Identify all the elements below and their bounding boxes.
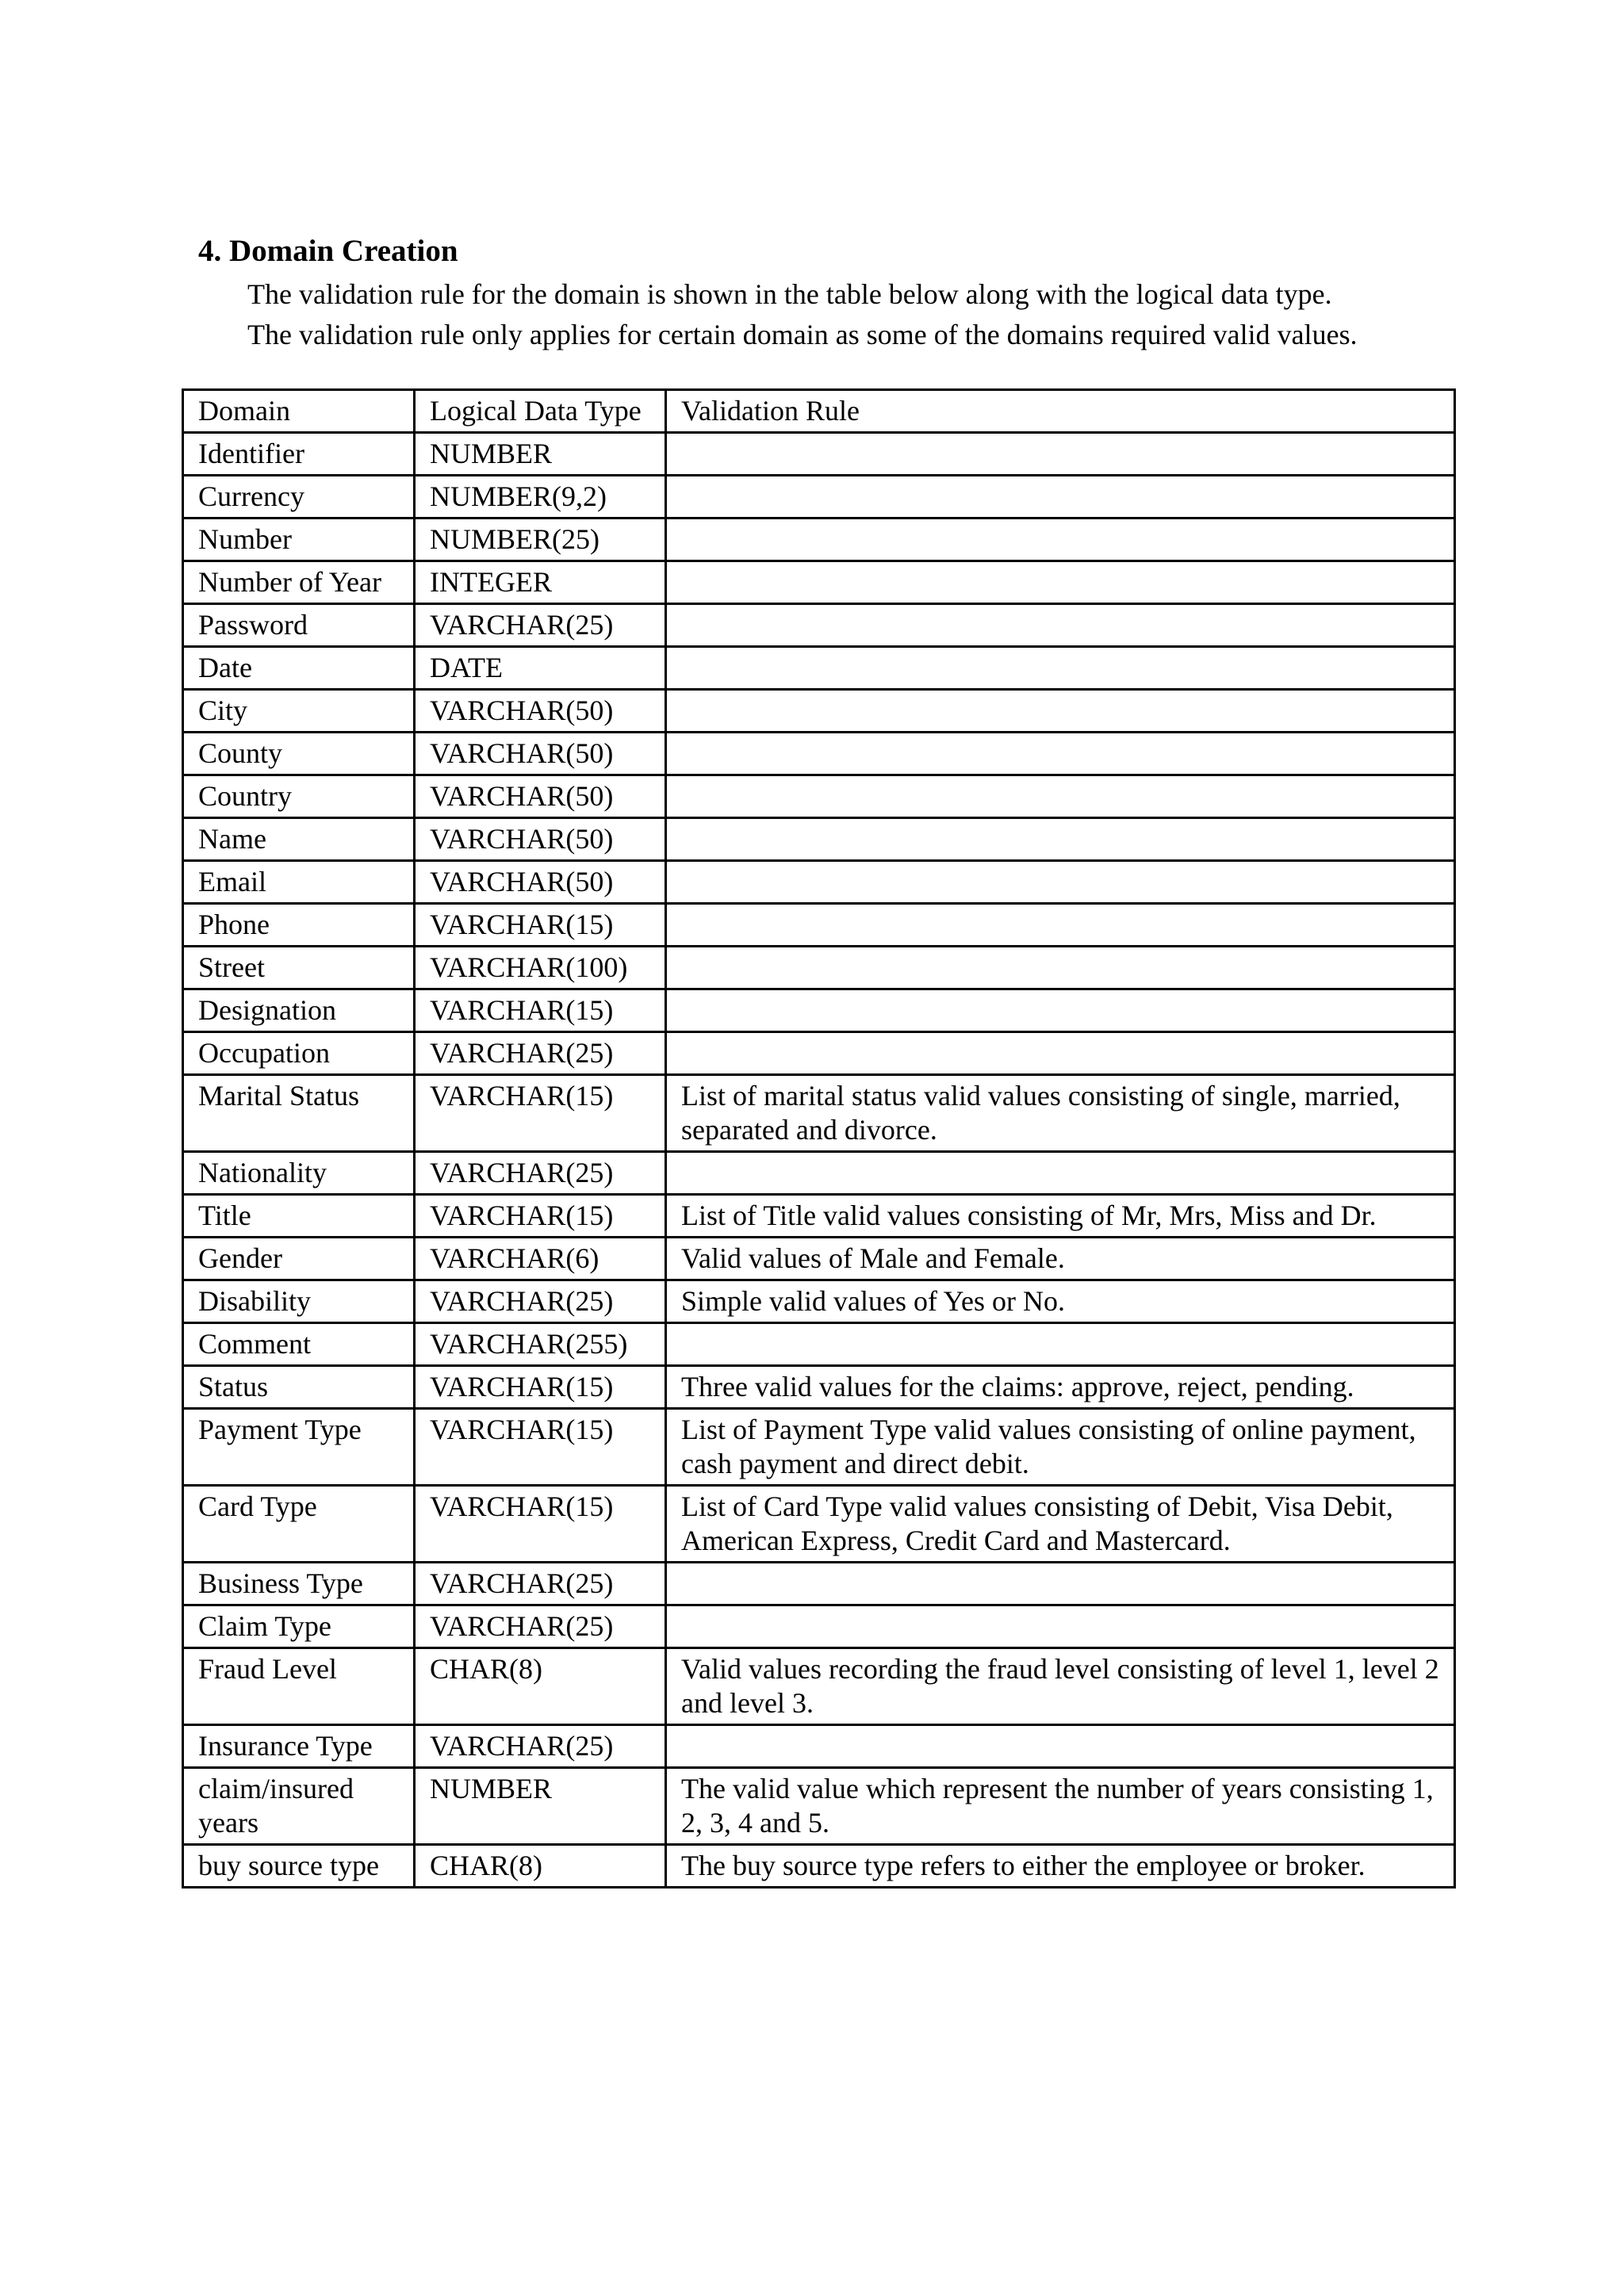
table-row: [183, 647, 1455, 690]
cell-logical-data-type: VARCHAR(25): [415, 1725, 666, 1768]
table-row: [183, 1323, 1455, 1366]
table-row: [183, 433, 1455, 476]
table-row: [183, 1238, 1455, 1280]
cell-logical-data-type: NUMBER: [415, 1768, 666, 1845]
cell-logical-data-type: NUMBER(25): [415, 519, 666, 561]
cell-validation-rule: [666, 433, 1455, 476]
cell-domain: Insurance Type: [183, 1725, 415, 1768]
table-row: [183, 861, 1455, 904]
header-domain: Domain: [183, 390, 415, 433]
cell-logical-data-type: NUMBER(9,2): [415, 476, 666, 519]
cell-validation-rule: [666, 861, 1455, 904]
table-row: [183, 561, 1455, 604]
intro-line-2: The validation rule only applies for certain domain as some of the domains required valid values.: [247, 319, 1358, 350]
table-row: [183, 1195, 1455, 1238]
cell-domain: Claim Type: [183, 1605, 415, 1648]
cell-domain: Payment Type: [183, 1409, 415, 1486]
table-row: [183, 690, 1455, 733]
cell-domain: Comment: [183, 1323, 415, 1366]
cell-domain: Fraud Level: [183, 1648, 415, 1725]
cell-validation-rule: [666, 818, 1455, 861]
cell-domain: Number of Year: [183, 561, 415, 604]
cell-logical-data-type: VARCHAR(15): [415, 1409, 666, 1486]
table-row: [183, 1563, 1455, 1605]
cell-validation-rule: [666, 1725, 1455, 1768]
table-row: [183, 947, 1455, 989]
cell-logical-data-type: NUMBER: [415, 433, 666, 476]
cell-validation-rule: [666, 1563, 1455, 1605]
cell-logical-data-type: VARCHAR(100): [415, 947, 666, 989]
cell-validation-rule: [666, 690, 1455, 733]
header-validation-rule: Validation Rule: [666, 390, 1455, 433]
cell-validation-rule: [666, 1152, 1455, 1195]
cell-validation-rule: [666, 904, 1455, 947]
cell-validation-rule: [666, 476, 1455, 519]
table-row: [183, 989, 1455, 1032]
cell-logical-data-type: VARCHAR(15): [415, 1486, 666, 1563]
cell-domain: buy source type: [183, 1845, 415, 1888]
cell-logical-data-type: DATE: [415, 647, 666, 690]
table-row: [183, 519, 1455, 561]
cell-validation-rule: [666, 947, 1455, 989]
cell-validation-rule: List of Title valid values consisting of Mr, Mrs, Miss and Dr.: [666, 1195, 1455, 1238]
cell-logical-data-type: VARCHAR(15): [415, 1366, 666, 1409]
table-row: [183, 1768, 1455, 1845]
table-row: [183, 1725, 1455, 1768]
section-heading: 4. Domain Creation: [198, 234, 458, 268]
cell-validation-rule: [666, 775, 1455, 818]
table-row: [183, 733, 1455, 775]
cell-logical-data-type: VARCHAR(25): [415, 1280, 666, 1323]
cell-domain: Name: [183, 818, 415, 861]
cell-validation-rule: The buy source type refers to either the employee or broker.: [666, 1845, 1455, 1888]
table-row: [183, 604, 1455, 647]
cell-validation-rule: [666, 561, 1455, 604]
cell-validation-rule: [666, 604, 1455, 647]
cell-logical-data-type: VARCHAR(15): [415, 904, 666, 947]
cell-domain: claim/insured years: [183, 1768, 415, 1845]
cell-domain: Gender: [183, 1238, 415, 1280]
cell-logical-data-type: VARCHAR(50): [415, 775, 666, 818]
cell-validation-rule: [666, 647, 1455, 690]
table-row: [183, 1366, 1455, 1409]
cell-validation-rule: [666, 1605, 1455, 1648]
cell-domain: Email: [183, 861, 415, 904]
table-row: [183, 1152, 1455, 1195]
cell-logical-data-type: VARCHAR(15): [415, 989, 666, 1032]
table-row: [183, 1605, 1455, 1648]
cell-domain: Phone: [183, 904, 415, 947]
table-row: [183, 1409, 1455, 1486]
cell-domain: Designation: [183, 989, 415, 1032]
table-row: [183, 904, 1455, 947]
table-row: [183, 1075, 1455, 1152]
cell-logical-data-type: VARCHAR(50): [415, 690, 666, 733]
cell-logical-data-type: VARCHAR(25): [415, 604, 666, 647]
cell-domain: Identifier: [183, 433, 415, 476]
table-row: [183, 775, 1455, 818]
cell-validation-rule: [666, 1323, 1455, 1366]
cell-domain: Occupation: [183, 1032, 415, 1075]
cell-domain: Status: [183, 1366, 415, 1409]
cell-domain: Country: [183, 775, 415, 818]
header-logical-data-type: Logical Data Type: [415, 390, 666, 433]
table-row: [183, 476, 1455, 519]
cell-validation-rule: [666, 1032, 1455, 1075]
cell-logical-data-type: VARCHAR(6): [415, 1238, 666, 1280]
cell-domain: Marital Status: [183, 1075, 415, 1152]
cell-validation-rule: Valid values recording the fraud level consisting of level 1, level 2 and level 3.: [666, 1648, 1455, 1725]
intro-line-1: The validation rule for the domain is shown in the table below along with the logical data type.: [247, 278, 1332, 310]
cell-validation-rule: Simple valid values of Yes or No.: [666, 1280, 1455, 1323]
cell-domain: City: [183, 690, 415, 733]
table-header-row: [183, 390, 1455, 433]
cell-logical-data-type: VARCHAR(25): [415, 1152, 666, 1195]
cell-logical-data-type: INTEGER: [415, 561, 666, 604]
cell-validation-rule: List of Payment Type valid values consisting of online payment, cash payment and direct debit.: [666, 1409, 1455, 1486]
cell-domain: Number: [183, 519, 415, 561]
table-row: [183, 1280, 1455, 1323]
cell-validation-rule: The valid value which represent the number of years consisting 1, 2, 3, 4 and 5.: [666, 1768, 1455, 1845]
cell-domain: Password: [183, 604, 415, 647]
cell-logical-data-type: VARCHAR(50): [415, 861, 666, 904]
table-row: [183, 1648, 1455, 1725]
cell-domain: Nationality: [183, 1152, 415, 1195]
domain-table: [182, 388, 1456, 1888]
cell-validation-rule: List of marital status valid values consisting of single, married, separated and divorce.: [666, 1075, 1455, 1152]
cell-validation-rule: [666, 519, 1455, 561]
cell-validation-rule: List of Card Type valid values consisting of Debit, Visa Debit, American Express, Credit Card and Mastercard.: [666, 1486, 1455, 1563]
cell-validation-rule: Valid values of Male and Female.: [666, 1238, 1455, 1280]
cell-logical-data-type: VARCHAR(25): [415, 1563, 666, 1605]
cell-logical-data-type: VARCHAR(15): [415, 1195, 666, 1238]
table-row: [183, 1845, 1455, 1888]
cell-validation-rule: [666, 989, 1455, 1032]
cell-domain: Street: [183, 947, 415, 989]
cell-domain: Disability: [183, 1280, 415, 1323]
cell-logical-data-type: CHAR(8): [415, 1845, 666, 1888]
cell-logical-data-type: VARCHAR(255): [415, 1323, 666, 1366]
cell-logical-data-type: CHAR(8): [415, 1648, 666, 1725]
cell-logical-data-type: VARCHAR(50): [415, 733, 666, 775]
cell-domain: Currency: [183, 476, 415, 519]
cell-logical-data-type: VARCHAR(50): [415, 818, 666, 861]
cell-logical-data-type: VARCHAR(15): [415, 1075, 666, 1152]
table-row: [183, 1486, 1455, 1563]
domain-table-body: [183, 390, 1455, 1888]
cell-logical-data-type: VARCHAR(25): [415, 1605, 666, 1648]
table-row: [183, 1032, 1455, 1075]
cell-validation-rule: Three valid values for the claims: approve, reject, pending.: [666, 1366, 1455, 1409]
cell-domain: Business Type: [183, 1563, 415, 1605]
cell-domain: Title: [183, 1195, 415, 1238]
cell-domain: County: [183, 733, 415, 775]
cell-validation-rule: [666, 733, 1455, 775]
cell-domain: Date: [183, 647, 415, 690]
cell-domain: Card Type: [183, 1486, 415, 1563]
cell-logical-data-type: VARCHAR(25): [415, 1032, 666, 1075]
table-row: [183, 818, 1455, 861]
